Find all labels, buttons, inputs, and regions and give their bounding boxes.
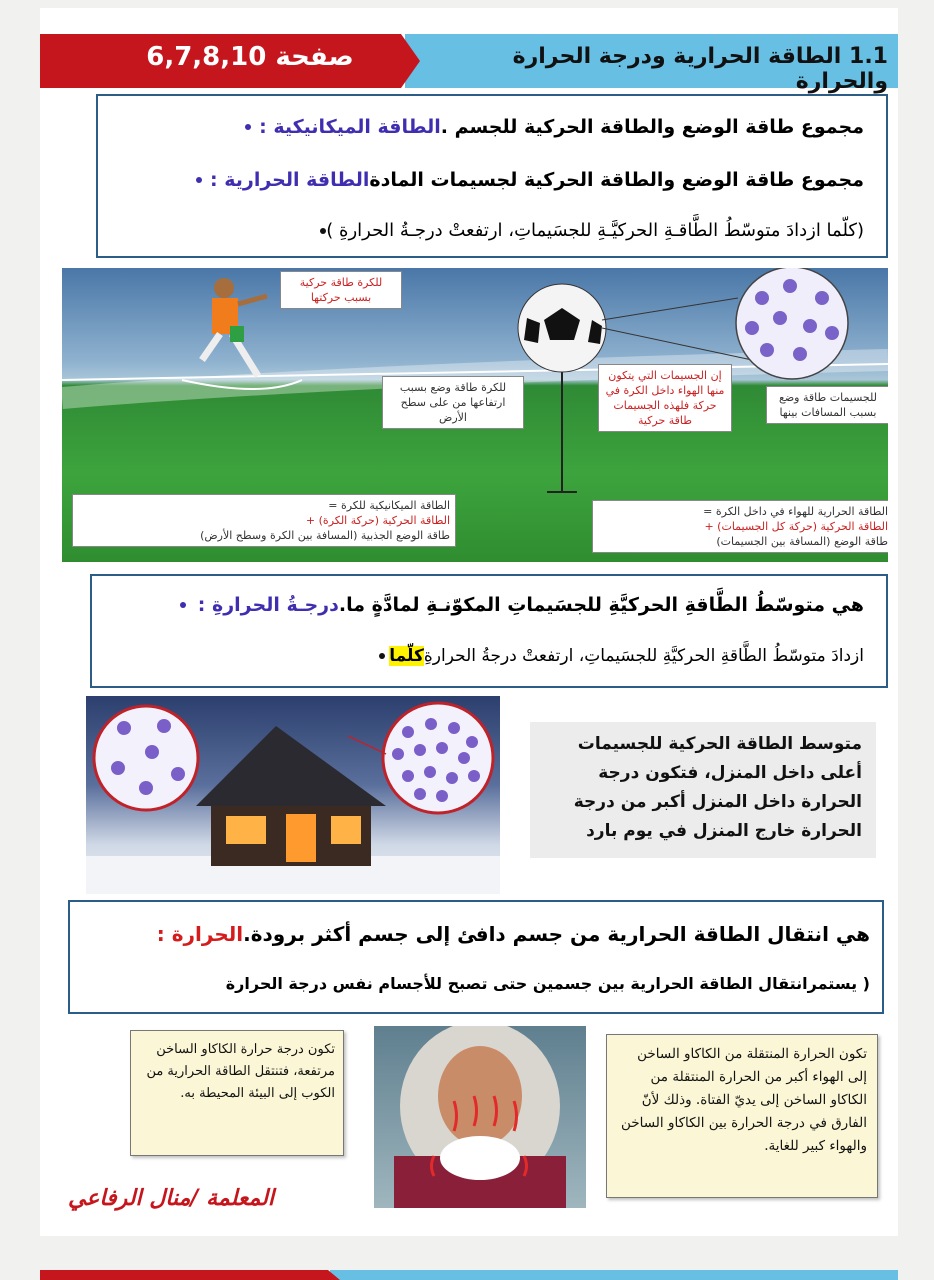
- house-window: [331, 816, 361, 844]
- definition-temperature: [166, 594, 864, 616]
- term-mechanical: الطاقة الميكانيكية :: [259, 116, 441, 138]
- callout-ball-potential: للكرة طاقة وضع بسبب ارتفاعها من على سطح الأرض: [382, 376, 524, 429]
- definitions-box: [96, 94, 888, 258]
- temperature-box: [90, 574, 888, 688]
- house-drawing: [86, 696, 500, 894]
- football-energy-illustration: [62, 268, 888, 562]
- term-thermal: الطاقة الحرارية :: [210, 169, 370, 191]
- footer-accent: [40, 1270, 340, 1280]
- thermal-line-1: الطاقة الحرارية للهواء في داخل الكرة =: [703, 505, 888, 518]
- mech-line-1: الطاقة الميكانيكية للكرة =: [328, 499, 450, 512]
- player-leg: [202, 334, 220, 360]
- heat-note: [226, 974, 870, 993]
- cocoa-caption-right: تكون الحرارة المنتقلة من الكاكاو الساخن إلى الهواء أكبر من الحرارة المنتقلة من الكاكاو الساخن إلى يديّ الفتاة. وذلك لأنّ الفارق في درجة الحرارة بين الكاكاو الساخن والهواء كبير للغاية.: [621, 1046, 867, 1154]
- bullet-icon: [245, 124, 251, 130]
- cocoa-caption-left-frame: [130, 1030, 344, 1156]
- text-thermal: مجموع طاقة الوضع والطاقة الحركية لجسيمات المادة: [369, 169, 864, 191]
- callout-particle-potential: للجسيمات طاقة وضع بسبب المسافات بينها: [766, 386, 888, 424]
- mech-line-2: الطاقة الحركية (حركة الكرة) +: [305, 514, 450, 527]
- player-head: [214, 278, 234, 298]
- callout-ball-kinetic: للكرة طاقة حركية بسبب حركتها: [280, 271, 402, 309]
- bullet-icon: [180, 602, 186, 608]
- zoom-line: [602, 298, 738, 320]
- house-caption: متوسط الطاقة الحركية للجسيمات أعلى داخل المنزل، فتكون درجة الحرارة داخل المنزل أكبر من درجة الحرارة خارج المنزل في يوم بارد: [573, 734, 862, 841]
- thermal-energy-equation: [592, 500, 888, 553]
- thermal-line-2: الطاقة الحركية (حركة كل الجسيمات) +: [704, 520, 888, 533]
- lesson-title: 1.1 الطاقة الحرارية ودرجة الحرارة والحرارة: [512, 44, 888, 94]
- text-temperature: هي متوسّطُ الطَّاقةِ الحركيَّةِ للجسَيماتِ المكوّنـةِ لمادَّةٍ ما.: [338, 594, 864, 616]
- footer-bar: [330, 1270, 898, 1280]
- player-arm: [238, 296, 267, 304]
- definition-thermal: [182, 169, 864, 191]
- bullet-icon: [320, 228, 326, 234]
- house-illustration: [86, 696, 500, 894]
- zoom-line: [348, 736, 386, 754]
- callout-air-particles: إن الجسيمات التي يتكون منها الهواء داخل الكرة في حركة فلهذه الجسيمات طاقة حركية: [598, 364, 732, 432]
- bullet-icon: [196, 177, 202, 183]
- thermal-line-3: طاقة الوضع (المسافة بين الجسيمات): [716, 535, 888, 548]
- highlight-word: كلّما: [389, 646, 424, 666]
- temperature-rule: [365, 646, 864, 666]
- heat-note-text: ( يستمرانتقال الطاقة الحرارية بين جسمين حتى تصبح للأجسام نفس درجة الحرارة: [225, 974, 870, 993]
- face: [438, 1046, 522, 1146]
- house-window: [226, 816, 266, 844]
- mech-line-3: طاقة الوضع الجذبية (المسافة بين الكرة وسطح الأرض): [200, 529, 450, 542]
- mechanical-energy-equation: [72, 494, 456, 547]
- term-temperature: درجـةُ الحرارةِ :: [197, 594, 339, 616]
- definition-note: [306, 220, 864, 241]
- cocoa-caption-left: تكون درجة حرارة الكاكاو الساخن مرتفعة، فتنتقل الطاقة الحرارية من الكوب إلى البيئة المحيطة به.: [146, 1042, 335, 1101]
- definition-heat: [147, 922, 870, 946]
- mug-icon: [440, 1136, 520, 1180]
- player-shorts: [230, 326, 244, 342]
- note-text: (كلّما ازدادَ متوسّطُ الطَّاقـةِ الحركيَّـةِ للجسَيماتِ، ارتفعتْ درجـةُ الحرارةِ ): [326, 220, 864, 241]
- temperature-rule-text: ازدادَ متوسّطُ الطَّاقةِ الحركيَّةِ للجسَيماتِ، ارتفعتْ درجةُ الحرارةِ: [423, 646, 864, 666]
- text-mechanical: مجموع طاقة الوضع والطاقة الحركية للجسم .: [440, 116, 864, 138]
- term-heat: الحرارة :: [156, 922, 244, 946]
- definition-mechanical: [231, 116, 864, 138]
- house-door: [286, 814, 316, 862]
- cocoa-caption-right-frame: [606, 1034, 878, 1198]
- house-roof: [196, 726, 386, 806]
- girl-with-cocoa-photo: [374, 1026, 586, 1208]
- bullet-icon: [379, 653, 385, 659]
- house-caption-box: [530, 722, 876, 858]
- text-heat: هي انتقال الطاقة الحرارية من جسم دافئ إلى جسم أكثر برودة.: [243, 922, 870, 946]
- page-reference: صفحة 6,7,8,10: [146, 42, 354, 72]
- girl-drawing: [374, 1026, 586, 1208]
- heat-box: [68, 900, 884, 1014]
- teacher-signature: المعلمة /منال الرفاعي: [67, 1186, 275, 1211]
